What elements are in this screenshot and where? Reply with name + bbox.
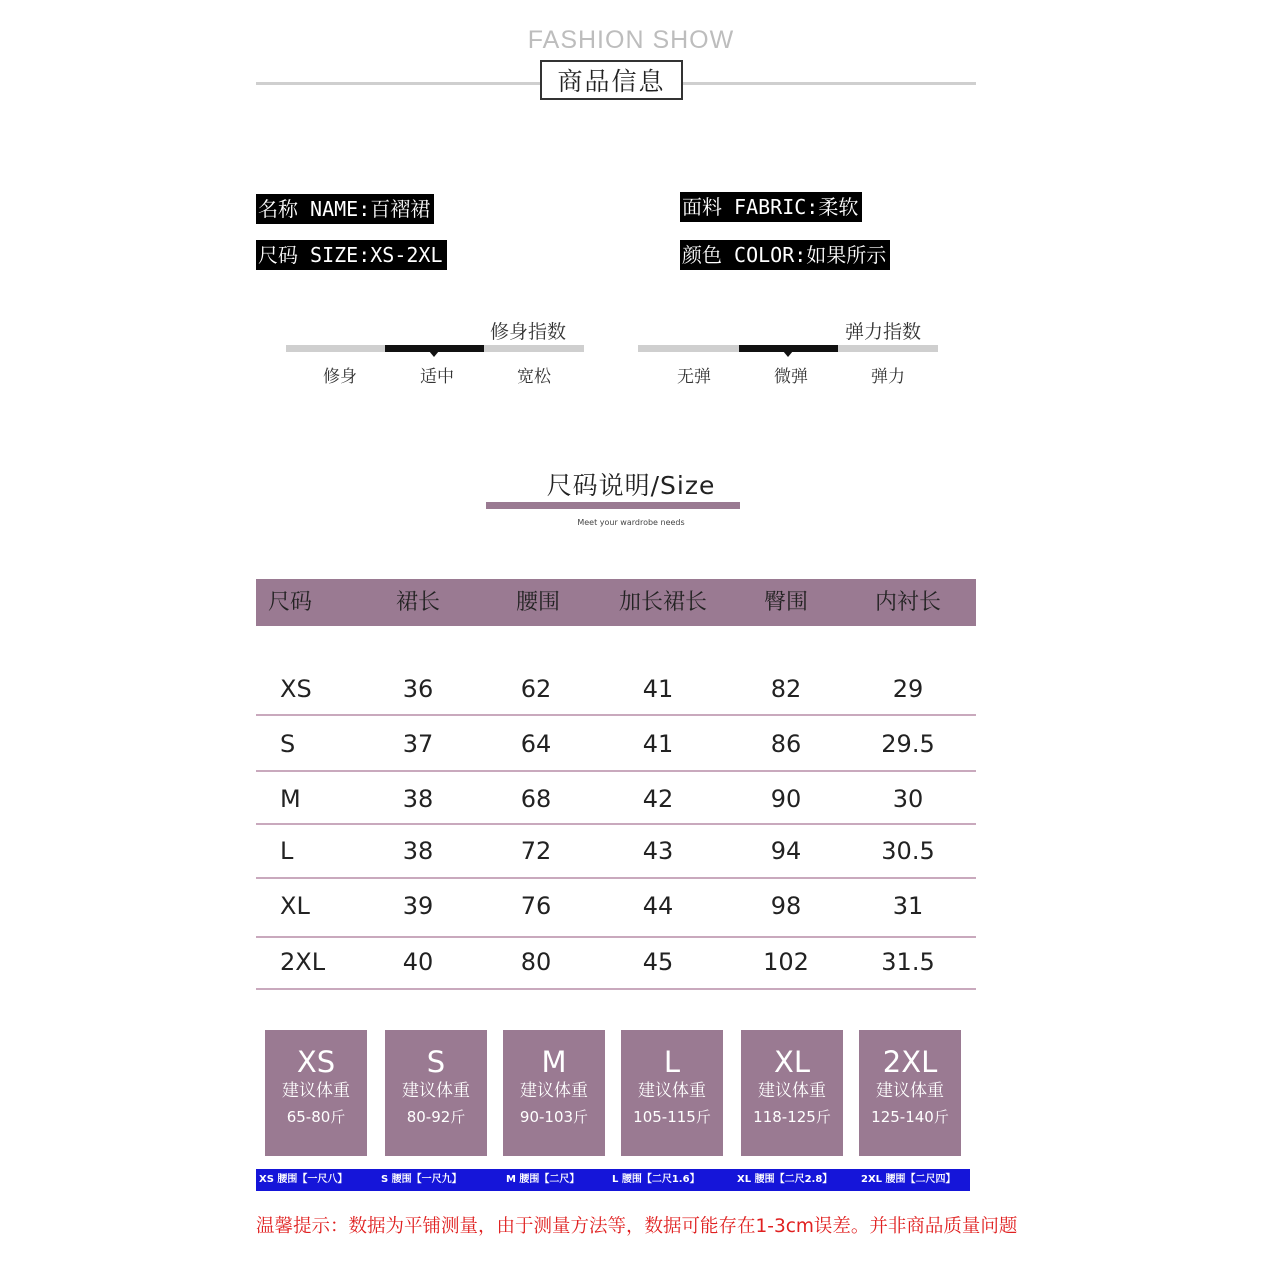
cell-size: XL: [280, 892, 310, 920]
weight-card-m: [503, 1030, 605, 1156]
fit-pointer-icon: [429, 351, 439, 357]
card-label: 建议体重: [402, 1081, 470, 1101]
card-range: 90-103斤: [519, 1108, 589, 1126]
cell-skirt-length: 36: [402, 675, 434, 703]
row-divider: [256, 823, 976, 825]
card-range: 105-115斤: [633, 1108, 711, 1126]
card-range: 125-140斤: [871, 1108, 949, 1126]
cell-waist: 72: [520, 837, 552, 865]
strip-item-s: S 腰围【一尺九】: [381, 1174, 462, 1185]
stretch-pointer-icon: [783, 351, 793, 357]
section-title: 商品信息: [540, 60, 683, 100]
card-size: M: [541, 1045, 567, 1079]
weight-card-xl: [741, 1030, 843, 1156]
cell-lining-length: 31: [892, 892, 924, 920]
cell-long-skirt-length: 41: [642, 730, 674, 758]
card-label: 建议体重: [758, 1081, 826, 1101]
card-range: 65-80斤: [286, 1108, 346, 1126]
card-label: 建议体重: [282, 1081, 350, 1101]
stretch-scale-segment: [838, 345, 938, 352]
col-header-long-skirt-length: 加长裙长: [618, 590, 707, 615]
row-divider: [256, 770, 976, 772]
fit-label-slim: 修身: [323, 367, 357, 387]
card-range: 80-92斤: [406, 1108, 466, 1126]
cell-hip: 82: [770, 675, 802, 703]
size-table-header: [256, 579, 976, 626]
row-divider: [256, 714, 976, 716]
row-divider: [256, 877, 976, 879]
row-divider: [256, 988, 976, 990]
cell-long-skirt-length: 44: [642, 892, 674, 920]
card-label: 建议体重: [876, 1081, 944, 1101]
cell-skirt-length: 40: [402, 948, 434, 976]
card-size: XS: [296, 1045, 336, 1079]
col-header-size: 尺码: [268, 590, 313, 615]
strip-item-m: M 腰围【二尺】: [506, 1174, 580, 1185]
cell-lining-length: 30: [892, 785, 924, 813]
strip-item-xl: XL 腰围【二尺2.8】: [737, 1174, 833, 1185]
fit-label-regular: 适中: [420, 367, 454, 387]
cell-lining-length: 31.5: [881, 948, 935, 976]
col-header-skirt-length: 裙长: [395, 590, 440, 615]
weight-card-l: [621, 1030, 723, 1156]
cell-size: L: [280, 837, 294, 865]
cell-size: S: [280, 730, 296, 758]
stretch-label-none: 无弹: [677, 367, 711, 387]
stretch-index-title: 弹力指数: [845, 321, 922, 343]
cell-long-skirt-length: 41: [642, 675, 674, 703]
waist-strip: [256, 1169, 970, 1191]
header-divider-left: [256, 82, 546, 85]
col-header-lining-length: 内衬长: [874, 590, 941, 615]
cell-size: XS: [280, 675, 312, 703]
info-size: 尺码 SIZE:XS-2XL: [256, 240, 447, 270]
cell-waist: 62: [520, 675, 552, 703]
strip-item-xs: XS 腰围【一尺八】: [259, 1174, 348, 1185]
stretch-label-stretchy: 弹力: [871, 367, 905, 387]
cell-skirt-length: 38: [402, 785, 434, 813]
cell-waist: 76: [520, 892, 552, 920]
info-fabric: 面料 FABRIC:柔软: [680, 192, 862, 222]
size-section-title: 尺码说明/Size: [546, 471, 716, 500]
row-divider: [256, 936, 976, 938]
stretch-label-slight: 微弹: [774, 367, 808, 387]
header-divider-right: [680, 82, 976, 85]
strip-item-2xl: 2XL 腰围【二尺四】: [861, 1174, 956, 1185]
card-size: L: [663, 1045, 681, 1079]
card-size: XL: [773, 1045, 811, 1079]
cell-skirt-length: 37: [402, 730, 434, 758]
cell-size: 2XL: [280, 948, 326, 976]
brand-heading: FASHION SHOW: [527, 26, 735, 54]
cell-hip: 102: [763, 948, 809, 976]
cell-long-skirt-length: 42: [642, 785, 674, 813]
card-size: S: [426, 1045, 446, 1079]
cell-size: M: [280, 785, 301, 813]
card-size: 2XL: [882, 1045, 938, 1079]
cell-hip: 86: [770, 730, 802, 758]
weight-card-2xl: [859, 1030, 961, 1156]
cell-lining-length: 29.5: [881, 730, 935, 758]
cell-hip: 98: [770, 892, 802, 920]
card-label: 建议体重: [638, 1081, 706, 1101]
cell-skirt-length: 38: [402, 837, 434, 865]
col-header-hip: 臀围: [763, 590, 808, 615]
measurement-tip: 温馨提示：数据为平铺测量，由于测量方法等，数据可能存在1-3cm误差。并非商品质量问题: [256, 1216, 1018, 1237]
cell-long-skirt-length: 43: [642, 837, 674, 865]
cell-lining-length: 29: [892, 675, 924, 703]
stretch-scale-segment: [638, 345, 739, 352]
card-label: 建议体重: [520, 1081, 588, 1101]
cell-lining-length: 30.5: [881, 837, 935, 865]
weight-card-s: [385, 1030, 487, 1156]
fit-index-title: 修身指数: [490, 321, 567, 343]
size-section-subtitle: Meet your wardrobe needs: [577, 518, 685, 527]
weight-card-xs: [265, 1030, 367, 1156]
info-name: 名称 NAME:百褶裙: [256, 194, 434, 224]
cell-waist: 64: [520, 730, 552, 758]
strip-item-l: L 腰围【二尺1.6】: [612, 1174, 700, 1185]
col-header-waist: 腰围: [515, 590, 560, 615]
cell-long-skirt-length: 45: [642, 948, 674, 976]
fit-label-loose: 宽松: [517, 367, 551, 387]
cell-hip: 94: [770, 837, 802, 865]
fit-scale-segment: [484, 345, 584, 352]
size-title-underline: [486, 502, 740, 509]
info-color: 颜色 COLOR:如果所示: [680, 240, 890, 270]
cell-waist: 80: [520, 948, 552, 976]
cell-hip: 90: [770, 785, 802, 813]
cell-waist: 68: [520, 785, 552, 813]
card-range: 118-125斤: [753, 1108, 831, 1126]
cell-skirt-length: 39: [402, 892, 434, 920]
fit-scale-segment: [286, 345, 385, 352]
